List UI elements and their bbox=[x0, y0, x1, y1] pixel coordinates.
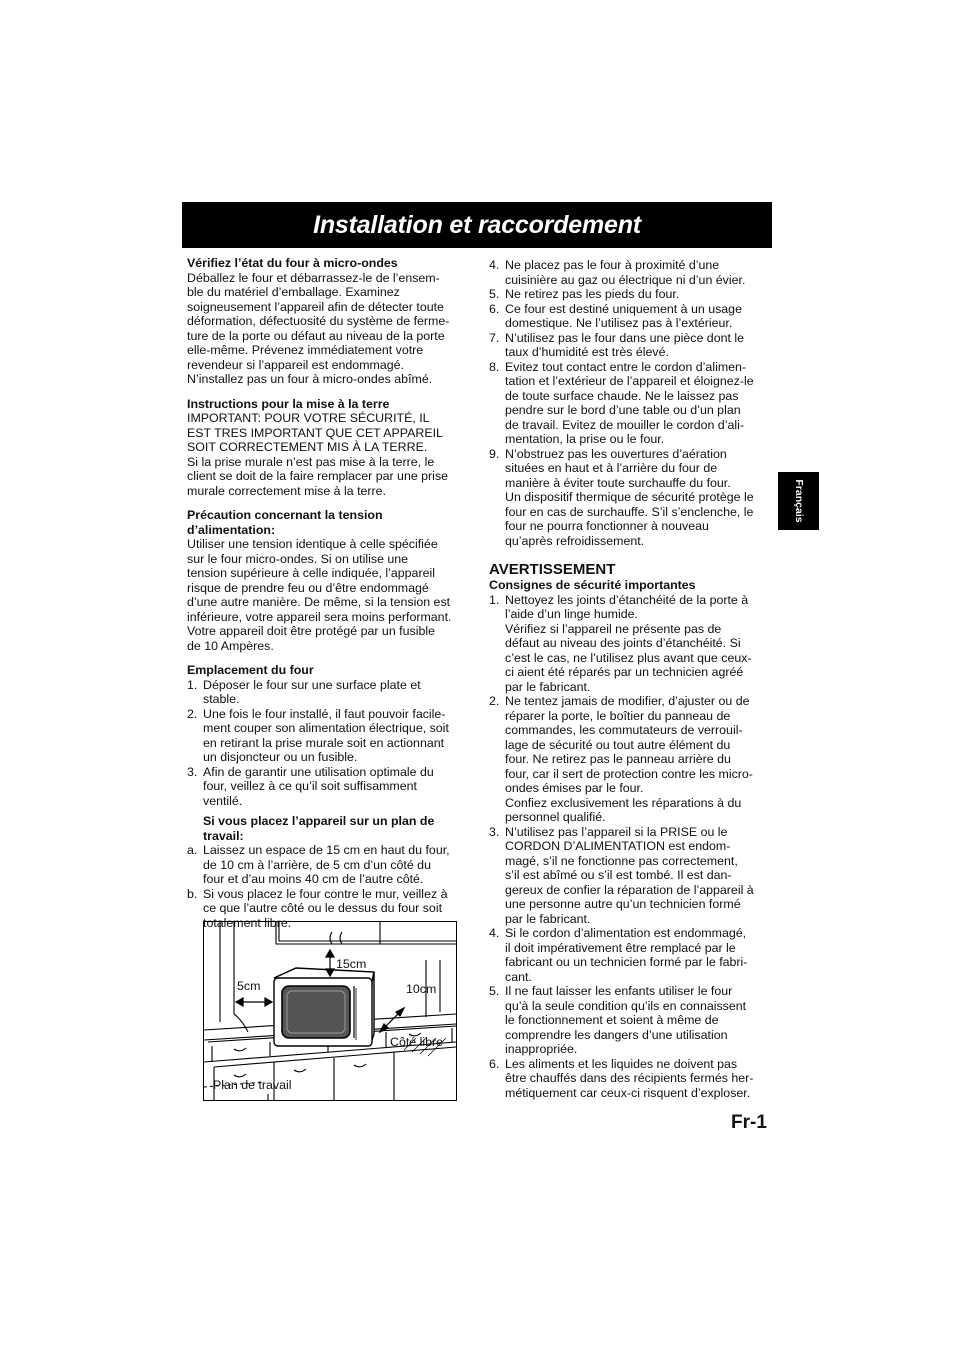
text-line: Si la prise murale n’est pas mise à la terre, le bbox=[187, 454, 435, 469]
text-line: métiquement car ceux-ci risquent d’exploser. bbox=[505, 1085, 751, 1100]
text-line: Ne retirez pas les pieds du four. bbox=[505, 287, 680, 301]
section-title: d’alimentation: bbox=[187, 522, 276, 537]
text-line: Ce four est destiné uniquement à un usage bbox=[505, 301, 742, 316]
list-number: 2. bbox=[187, 706, 198, 721]
text-line: Déposer le four sur une surface plate et bbox=[203, 677, 421, 692]
section-worktop bbox=[187, 814, 469, 930]
text-line: revendeur si l’appareil est endommagé. bbox=[187, 357, 404, 372]
text-line: N’utilisez pas l’appareil si la PRISE ou le bbox=[505, 824, 728, 839]
text-line: réparer la porte, le boîtier du panneau de bbox=[505, 708, 731, 723]
list-item bbox=[489, 1057, 775, 1101]
text-line: N’obstruez pas les ouvertures d’aération bbox=[505, 446, 727, 461]
list-number: 3. bbox=[489, 824, 500, 839]
text-line: four, car il sert de protection contre les micro- bbox=[505, 766, 753, 781]
label-worktop: Plan de travail bbox=[213, 1078, 292, 1092]
text-line: inappropriée. bbox=[505, 1042, 578, 1056]
list-item bbox=[187, 765, 469, 809]
text-line: fabricant ou un technicien formé par le fabri- bbox=[505, 955, 748, 969]
text-line: un disjoncteur ou un fusible. bbox=[203, 750, 358, 764]
text-line: il doit impérativement être remplacé par le bbox=[505, 940, 736, 955]
label-free-side: Côté libre bbox=[390, 1035, 444, 1049]
list-item bbox=[489, 360, 775, 447]
list-item bbox=[489, 258, 775, 287]
section-voltage bbox=[187, 508, 469, 653]
warning-title: AVERTISSEMENT bbox=[489, 561, 616, 578]
text-line: ment couper son alimentation électrique, soit bbox=[203, 721, 449, 735]
installation-figure bbox=[203, 921, 457, 1101]
text-line: le fonctionnement et soient à même de bbox=[505, 1013, 719, 1027]
text-line: risque de prendre feu ou d’être endommagé bbox=[187, 580, 429, 595]
text-line: taux d’humidité est très élevé. bbox=[505, 345, 669, 359]
text-line: Ne tentez jamais de modifier, d’ajuster ou de bbox=[505, 694, 750, 708]
text-line: gereux de confier la réparation de l’appareil à bbox=[505, 882, 754, 897]
text-line: Une fois le four installé, il faut pouvoir facile- bbox=[203, 706, 446, 721]
page-number: Fr-1 bbox=[731, 1112, 767, 1133]
text-line: inférieure, votre appareil sera moins performant. bbox=[187, 609, 452, 624]
text-line: cant. bbox=[505, 969, 532, 984]
text-line: Afin de garantir une utilisation optimale du bbox=[203, 764, 434, 779]
text-line: d’une autre manière. De même, si la tension est bbox=[187, 595, 451, 609]
list-item bbox=[489, 287, 775, 302]
text-line: ble du matériel d’emballage. Examinez bbox=[187, 285, 400, 299]
list-item bbox=[489, 825, 775, 927]
text-line: de travail. Evitez de mouiller le cordon d’ali- bbox=[505, 417, 744, 432]
text-line: domestique. Ne l’utilisez pas à l’extérieur. bbox=[505, 316, 733, 330]
text-line: Les aliments et les liquides ne doivent pas bbox=[505, 1056, 738, 1071]
text-line: IMPORTANT: POUR VOTRE SÉCURITÉ, IL bbox=[187, 411, 430, 425]
list-number: 1. bbox=[489, 592, 500, 607]
text-line: par le fabricant. bbox=[505, 679, 591, 694]
text-line: en retirant la prise murale soit en actionnant bbox=[203, 735, 445, 750]
text-line: client se doit de la faire remplacer par une prise bbox=[187, 469, 449, 483]
section-title: Instructions pour la mise à la terre bbox=[187, 396, 390, 411]
text-line: SOIT CORRECTEMENT MIS À LA TERRE. bbox=[187, 440, 428, 454]
text-line: totalement libre. bbox=[203, 915, 292, 930]
list-item bbox=[489, 926, 775, 984]
text-line: N’installez pas un four à micro-ondes abîmé. bbox=[187, 372, 433, 386]
list-number: 5. bbox=[489, 984, 500, 998]
list-number: 1. bbox=[187, 677, 198, 692]
text-line: comprendre les dangers d’une utilisation bbox=[505, 1027, 728, 1042]
text-line: Laissez un espace de 15 cm en haut du four, bbox=[203, 843, 450, 857]
left-column bbox=[187, 256, 469, 940]
list-number: 5. bbox=[489, 287, 500, 301]
text-line: soigneusement l’appareil afin de détecter toute bbox=[187, 299, 444, 314]
text-line: tation et l’extérieur de l’appareil et éloignez-le bbox=[505, 374, 754, 388]
list-number: 4. bbox=[489, 926, 500, 940]
text-line: ce que l’autre côté ou le dessus du four soit bbox=[203, 901, 443, 915]
list-number: 4. bbox=[489, 258, 500, 272]
text-line: pendre sur le bord d’une table ou d’un plan bbox=[505, 403, 741, 417]
text-line: Il ne faut laisser les enfants utiliser le four bbox=[505, 984, 733, 998]
section-title: Si vous placez l’appareil sur un plan de bbox=[203, 814, 435, 828]
text-line: lage de sécurité ou tout autre élément du bbox=[505, 737, 731, 752]
text-line: CORDON D’ALIMENTATION est endom- bbox=[505, 839, 731, 853]
section-grounding bbox=[187, 397, 469, 499]
text-line: situées en haut et à l’arrière du four de bbox=[505, 461, 718, 475]
section-check-oven bbox=[187, 256, 469, 387]
text-line: cuisinière au gaz ou électrique ni d’un évier. bbox=[505, 272, 746, 287]
section-body bbox=[187, 271, 469, 387]
list-item bbox=[187, 678, 469, 707]
title-bar bbox=[182, 202, 772, 248]
text-line: magé, s’il ne fonctionne pas correctement, bbox=[505, 853, 738, 868]
section-title: travail: bbox=[203, 828, 244, 843]
text-line: Si le cordon d’alimentation est endommagé, bbox=[505, 926, 747, 940]
text-line: Evitez tout contact entre le cordon d’alimen- bbox=[505, 359, 747, 374]
text-line: Confiez exclusivement les réparations à du bbox=[505, 795, 742, 810]
warning-subtitle: Consignes de sécurité importantes bbox=[489, 578, 696, 592]
text-line: EST TRES IMPORTANT QUE CET APPAREIL bbox=[187, 425, 443, 440]
text-line: ci aient été réparés par un technicien agréé bbox=[505, 665, 744, 679]
list-number: 2. bbox=[489, 694, 500, 708]
list-item bbox=[187, 707, 469, 765]
text-line: déformation, défectuosité du système de ferme- bbox=[187, 314, 450, 328]
text-line: mentation, la prise ou le four. bbox=[505, 432, 665, 446]
text-line: Déballez le four et débarrassez-le de l’ensem- bbox=[187, 270, 440, 285]
list-number: 7. bbox=[489, 330, 500, 345]
text-line: murale correctement mise à la terre. bbox=[187, 483, 387, 498]
label-5cm: 5cm bbox=[237, 979, 261, 993]
text-line: stable. bbox=[203, 692, 240, 706]
list-item bbox=[489, 984, 775, 1057]
text-line: Vérifiez si l’appareil ne présente pas de bbox=[505, 621, 722, 636]
list-number: 8. bbox=[489, 359, 500, 374]
language-tab-label: Français bbox=[792, 479, 805, 523]
text-line: Votre appareil doit être protégé par un fusible bbox=[187, 624, 435, 638]
text-line: four et d’au moins 40 cm de l’autre côté. bbox=[203, 872, 424, 886]
text-line: Un dispositif thermique de sécurité protège le bbox=[505, 490, 754, 504]
text-line: four ne pourra fonctionner à nouveau bbox=[505, 519, 709, 533]
list-number: 6. bbox=[489, 301, 500, 316]
text-line: Nettoyez les joints d’étanchéité de la porte à bbox=[505, 592, 749, 607]
text-line: s’il est abîmé ou s’il est tombé. Il est dan- bbox=[505, 868, 732, 882]
text-line: four, veillez à ce qu’il soit suffisamment bbox=[203, 779, 417, 793]
text-line: par le fabricant. bbox=[505, 911, 591, 926]
list-letter: a. bbox=[187, 843, 198, 857]
list-item bbox=[187, 843, 469, 887]
text-line: c’est le cas, ne l’utilisez plus avant que ceux- bbox=[505, 650, 752, 665]
right-column bbox=[489, 258, 775, 1100]
text-line: ondes émises par le four. bbox=[505, 781, 644, 795]
list-item bbox=[489, 447, 775, 549]
text-line: personnel qualifié. bbox=[505, 810, 606, 824]
list-item bbox=[489, 302, 775, 331]
text-line: commandes, les commutateurs de verrouil- bbox=[505, 723, 743, 737]
list-letter: b. bbox=[187, 886, 198, 901]
text-line: l’aide d’un linge humide. bbox=[505, 607, 638, 621]
label-15cm: 15cm bbox=[336, 957, 367, 971]
text-line: une personne autre qu’un technicien formé bbox=[505, 897, 741, 911]
text-line: N’utilisez pas le four dans une pièce dont le bbox=[505, 330, 745, 345]
section-title: Vérifiez l’état du four à micro-ondes bbox=[187, 256, 398, 270]
text-line: ventilé. bbox=[203, 793, 243, 808]
section-placement bbox=[187, 663, 469, 808]
list-item bbox=[489, 593, 775, 695]
text-line: Utiliser une tension identique à celle spécifiée bbox=[187, 537, 438, 551]
list-number: 6. bbox=[489, 1056, 500, 1071]
text-line: Si vous placez le four contre le mur, veillez à bbox=[203, 886, 448, 901]
page-title: Installation et raccordement bbox=[313, 211, 641, 239]
oven-clearance-illustration bbox=[204, 922, 456, 1100]
text-line: four en cas de surchauffe. S’il s’enclenche, le bbox=[505, 504, 754, 519]
text-line: sur le four micro-ondes. Si on utilise une bbox=[187, 551, 409, 566]
text-line: défaut au niveau des joints d’étanchéité. Si bbox=[505, 636, 741, 650]
text-line: tension supérieure à celle indiquée, l’appareil bbox=[187, 566, 435, 580]
list-item bbox=[489, 331, 775, 360]
text-line: Ne placez pas le four à proximité d’une bbox=[505, 258, 720, 272]
text-line: de 10 Ampères. bbox=[187, 638, 274, 653]
text-line: manière à éviter toute surchauffe du four. bbox=[505, 475, 731, 490]
list-number: 9. bbox=[489, 446, 500, 461]
text-line: four. Ne retirez pas le panneau arrière du bbox=[505, 752, 731, 766]
text-line: être chauffés dans des récipients fermés her- bbox=[505, 1071, 754, 1085]
section-title: Emplacement du four bbox=[187, 663, 314, 677]
list-item bbox=[489, 694, 775, 825]
text-line: ture de la porte ou défaut au niveau de la porte bbox=[187, 328, 445, 343]
language-tab bbox=[778, 472, 819, 530]
text-line: qu’à la seule condition qu’ils en connaissent bbox=[505, 998, 747, 1013]
text-line: qu’après refroidissement. bbox=[505, 533, 645, 548]
list-number: 3. bbox=[187, 764, 198, 779]
label-10cm: 10cm bbox=[406, 982, 437, 996]
text-line: elle-même. Prévenez immédiatement votre bbox=[187, 343, 424, 357]
text-line: de toute surface chaude. Ne le laissez pas bbox=[505, 388, 739, 403]
section-title: Précaution concernant la tension bbox=[187, 508, 383, 522]
text-line: de 10 cm à l’arrière, de 5 cm d’un côté du bbox=[203, 857, 431, 872]
